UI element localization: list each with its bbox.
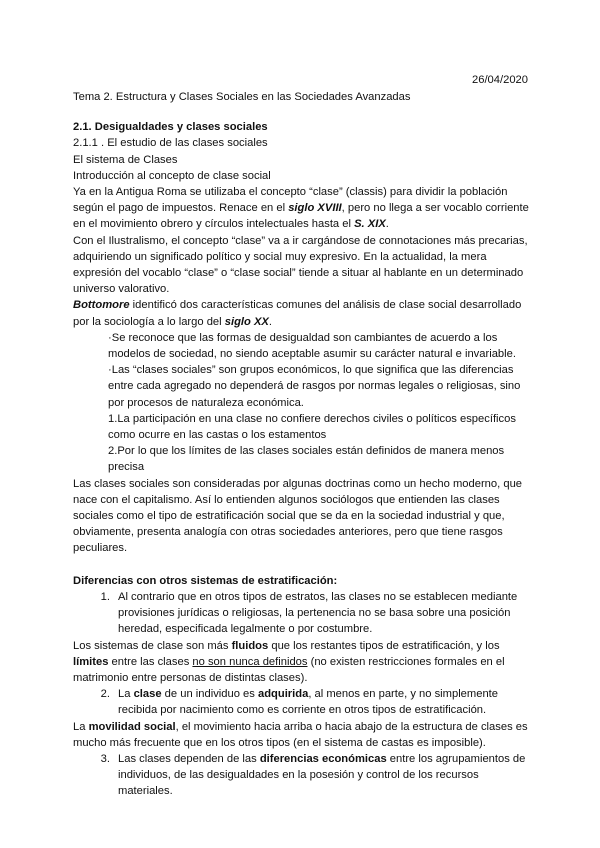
list-item: [73, 751, 533, 800]
paragraph-capitalismo: Las clases sociales son consideradas por algunas doctrinas como un hecho moderno, que nace con el capitalismo. Así lo entienden algunos sociólogos que entienden las clases sociales como el tipo de estratificación social que se da en la sociedad industrial y que, obviamente, presenta analogía con otras sociedades anteriores, pero que tiene rasgos peculiares.: [73, 477, 523, 555]
list-text: Las clases dependen de las diferencias económicas entre los agrupamientos de individuos, de las desigualdades en la posesión y control de los recursos materiales.: [118, 752, 526, 798]
topic-title: Tema 2. Estructura y Clases Sociales en las Sociedades Avanzadas: [73, 91, 411, 103]
indented-point: ·Las “clases sociales” son grupos económicos, lo que significa que las diferencias entre cada agregado no dependerá de rasgos por normas legales o religiosas, sino por procesos de naturaleza económica.: [108, 364, 521, 409]
indented-point: 1.La participación en una clase no confiere derechos civiles o políticos específicos como ocurre en las castas o los estamentos: [108, 412, 516, 442]
list-number: 2.: [100, 688, 110, 701]
paragraph-movilidad: La movilidad social, el movimiento hacia arriba o hacia abajo de la estructura de clases es mucho más frecuente que en los otros tipos (en el sistema de castas es imposible).: [73, 720, 528, 749]
differences-heading: Diferencias con otros sistemas de estratificación:: [73, 574, 338, 587]
indented-point: ·Se reconoce que las formas de desigualdad son cambiantes de acuerdo a los modelos de sociedad, no siendo aceptable asumir su carácter natural e invariable.: [108, 331, 516, 361]
indented-point: 2.Por lo que los límites de las clases sociales están definidos de manera menos precisa: [108, 445, 505, 474]
document-date: 26/04/2020: [472, 74, 528, 86]
subsection-title: 2.1.1 . El estudio de las clases sociales: [73, 137, 268, 150]
paragraph-fluidos: Los sistemas de clase son más fluidos que los restantes tipos de estratificación, y los límites entre las clases no son nunca definidos (no existen restricciones formales en el matrimonio entre personas de distintas clases).: [73, 639, 505, 684]
paragraph-roma: Ya en la Antigua Roma se utilizaba el concepto “clase” (classis) para dividir la población según el pago de impuestos. Renace en el siglo XVIII, pero no llega a ser vocablo corriente en el movimiento obrero y círculos intelectuales hasta el S. XIX.: [73, 186, 529, 231]
document-body: [73, 89, 533, 800]
section-title: 2.1. Desigualdades y clases sociales: [73, 121, 268, 134]
list-text: La clase de un individuo es adquirida, al menos en parte, y no simplemente recibida por nacimiento como es corriente en otros tipos de estratificación.: [118, 688, 498, 717]
intro-heading: Introducción al concepto de clase social: [73, 169, 271, 182]
list-text: Al contrario que en otros tipos de estratos, las clases no se establecen mediante provisiones jurídicas o religiosas, la pertenencia no se basa sobre una posición heredad, especificada legalmente o por costumbre.: [118, 590, 518, 636]
list-number: 1.: [100, 590, 110, 603]
list-item: [73, 589, 533, 638]
paragraph-ilustralismo: Con el Ilustralismo, el concepto “clase” va a ir cargándose de connotaciones más precarias, adquiriendo un significado político y social muy expresivo. En la actualidad, la mera expresión del vocablo “clase” o “clase social” tiende a situar al hablante en un determinado universo valorativo.: [73, 234, 528, 296]
paragraph-bottomore: Bottomore identificó dos características comunes del análisis de clase social desarrollado por la sociología a lo largo del siglo XX.: [73, 299, 522, 328]
list-item: [73, 686, 533, 718]
subheading: El sistema de Clases: [73, 153, 178, 166]
list-number: 3.: [100, 752, 110, 765]
